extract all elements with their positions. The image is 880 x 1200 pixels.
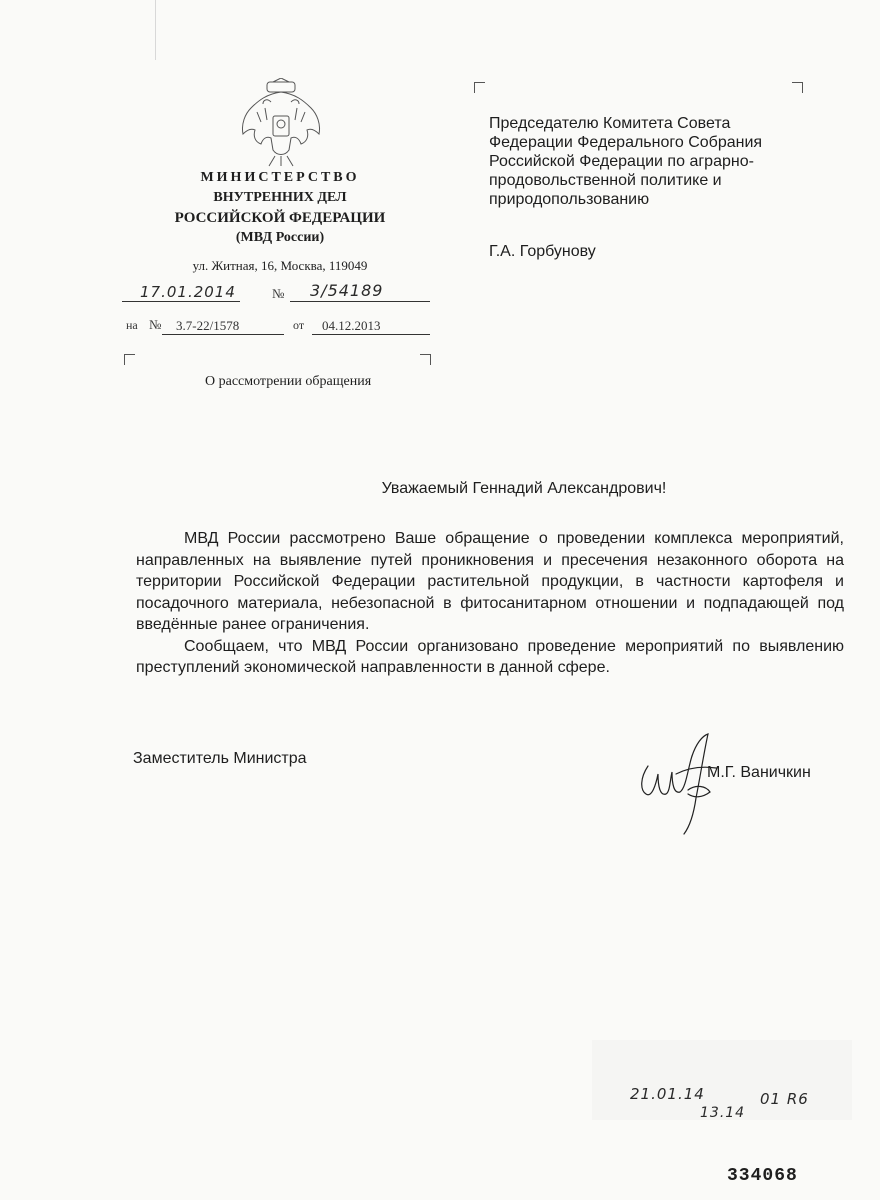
ministry-abbreviation: (МВД России): [235, 230, 325, 245]
addressee-line: Федерации Федерального Собрания: [489, 134, 763, 151]
ministry-title-line3: РОССИЙСКОЙ ФЕДЕРАЦИИ: [174, 210, 386, 226]
reg-date-line: [122, 301, 240, 302]
letter-subject: О рассмотрении обращения: [205, 374, 372, 389]
signatory-name: М.Г. Ваничкин: [707, 764, 811, 781]
subject-corner-left: [124, 354, 135, 365]
addressee-line: продовольственной политике и: [489, 172, 722, 189]
ref-prefix: на: [126, 318, 138, 332]
ref-from-label: от: [293, 318, 305, 332]
ref-number-label: №: [149, 317, 162, 332]
reg-number-handwritten: 3/54189: [310, 281, 384, 300]
salutation: Уважаемый Геннадий Александрович!: [381, 480, 667, 497]
addressee-block: [489, 114, 829, 209]
addressee-name: Г.А. Горбунову: [489, 243, 596, 260]
addressee-line: Российской Федерации по аграрно-: [489, 153, 754, 170]
ref-date: 04.12.2013: [322, 318, 381, 333]
ref-number: 3.7-22/1578: [176, 318, 240, 333]
handwritten-signature-icon: [636, 728, 726, 838]
reg-number-label: №: [272, 286, 285, 301]
document-number: 334068: [727, 1166, 798, 1186]
stamp-code: 01 R6: [760, 1090, 809, 1108]
signatory-position: Заместитель Министра: [133, 750, 307, 767]
addressee-corner-left: [474, 82, 485, 93]
subject-corner-right: [420, 354, 431, 365]
body-paragraph-2: Сообщаем, что МВД России организовано проведение мероприятий по выявлению преступлений экономической направленности в данной сфере.: [136, 637, 844, 676]
ref-date-line: [312, 334, 430, 335]
letter-body: [136, 528, 844, 679]
addressee-corner-right: [792, 82, 803, 93]
coat-of-arms-icon: [237, 78, 325, 168]
stamp-date: 21.01.14: [630, 1085, 705, 1103]
ref-number-line: [162, 334, 284, 335]
page-edge-shadow: [155, 0, 156, 60]
ministry-title-line1: МИНИСТЕРСТВО: [200, 170, 360, 185]
body-paragraph-1: МВД России рассмотрено Ваше обращение о проведении комплекса мероприятий, направленных на выявление путей проникновения и пресечения незаконного оборота на территории Российской Федерации растительной продукции, в частности картофеля и посадочного материала, небезопасной в фитосанитарном отношении и подпадающей под введённые ранее ограничения.: [136, 530, 844, 633]
addressee-line: природопользованию: [489, 191, 650, 208]
stamp-time: 13.14: [700, 1105, 746, 1121]
reg-number-line: [290, 301, 430, 302]
reg-date-handwritten: 17.01.2014: [140, 283, 236, 301]
ministry-address: ул. Житная, 16, Москва, 119049: [192, 258, 368, 273]
ministry-title-line2: ВНУТРЕННИХ ДЕЛ: [213, 190, 347, 205]
addressee-line: Председателю Комитета Совета: [489, 115, 731, 132]
